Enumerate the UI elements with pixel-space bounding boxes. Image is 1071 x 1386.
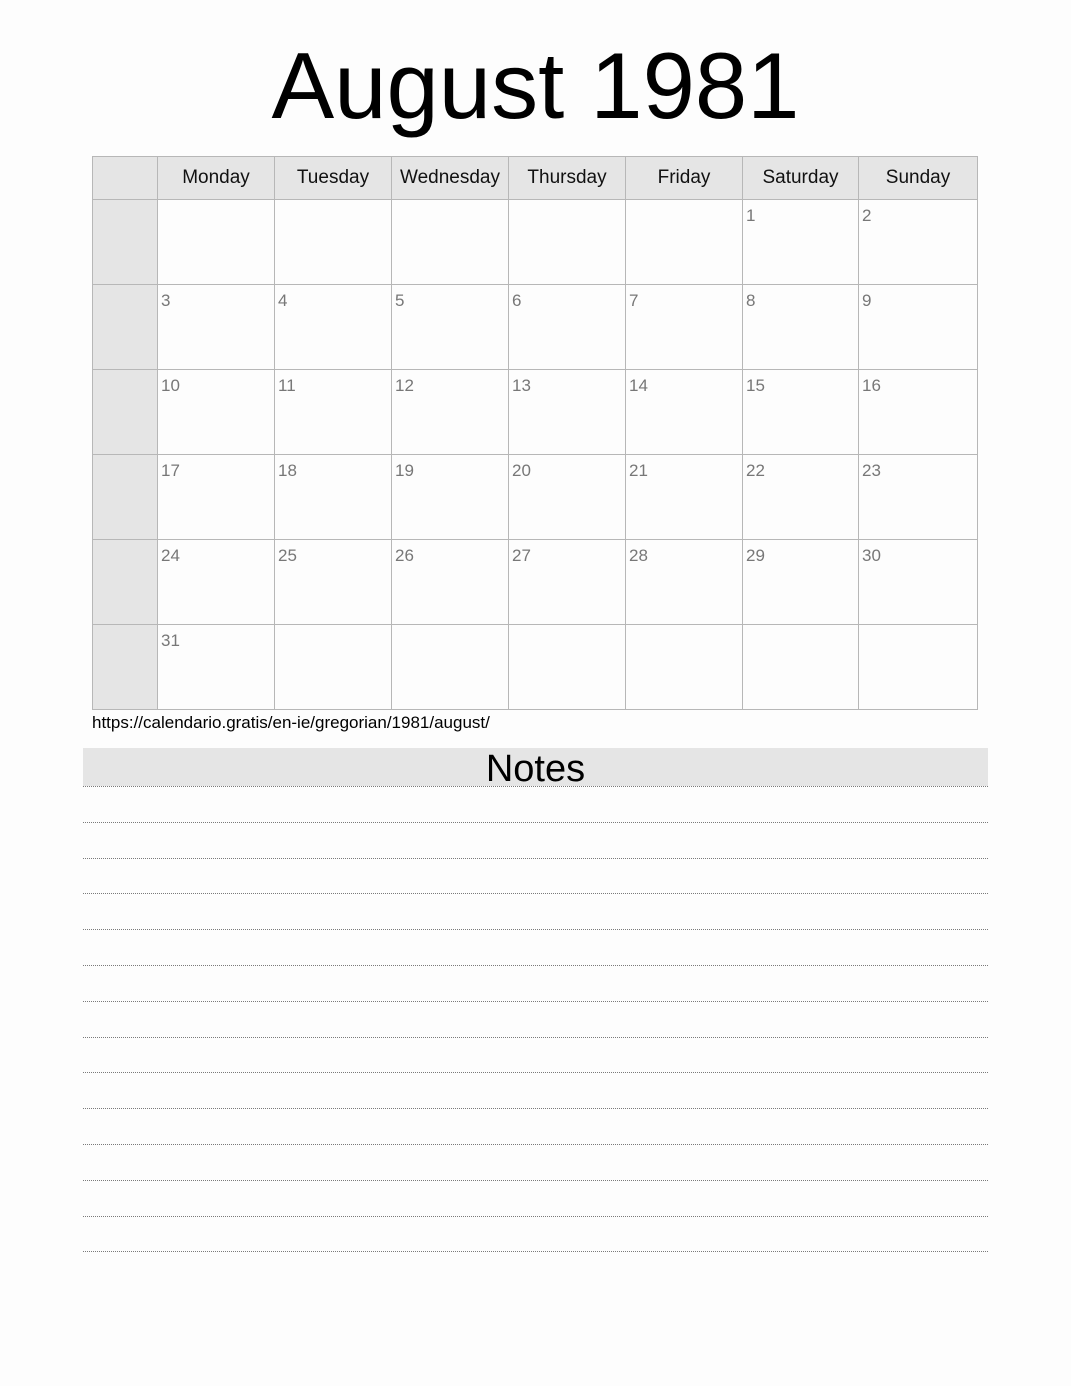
calendar-day-cell — [509, 285, 626, 370]
day-number: 3 — [161, 291, 171, 310]
day-number: 11 — [278, 376, 296, 395]
calendar-day-cell — [275, 285, 392, 370]
calendar-day-cell — [626, 540, 743, 625]
calendar-week-row — [93, 455, 978, 540]
calendar-title: August 1981 — [271, 33, 800, 138]
calendar-day-cell — [859, 200, 978, 285]
day-number — [509, 625, 625, 632]
day-number — [509, 200, 625, 207]
day-number — [275, 625, 391, 632]
calendar-day-cell — [859, 285, 978, 370]
calendar-day-cell — [626, 455, 743, 540]
calendar-day-cell — [743, 540, 859, 625]
day-number: 24 — [161, 546, 180, 565]
day-number: 15 — [746, 376, 765, 395]
calendar-week-row — [93, 540, 978, 625]
week-number-header — [93, 157, 158, 200]
day-number: 23 — [862, 461, 881, 480]
weekday-header-wednesday: Wednesday — [392, 157, 509, 200]
calendar-day-cell — [392, 200, 509, 285]
calendar-day-cell — [275, 540, 392, 625]
week-number-cell — [93, 200, 158, 285]
day-number: 31 — [161, 631, 180, 650]
day-number — [158, 200, 274, 207]
day-number: 9 — [862, 291, 872, 310]
note-line[interactable] — [83, 1216, 988, 1217]
calendar-day-cell — [158, 455, 275, 540]
weekday-header-saturday: Saturday — [743, 157, 859, 200]
calendar-day-cell — [158, 540, 275, 625]
weekday-header-monday: Monday — [158, 157, 275, 200]
calendar-day-cell — [509, 200, 626, 285]
calendar-day-cell — [859, 455, 978, 540]
note-line[interactable] — [83, 786, 988, 787]
note-line[interactable] — [83, 1180, 988, 1181]
calendar-day-cell — [859, 625, 978, 710]
calendar-day-cell — [392, 540, 509, 625]
week-number-cell — [93, 455, 158, 540]
week-number-cell — [93, 625, 158, 710]
day-number: 25 — [278, 546, 297, 565]
note-line[interactable] — [83, 965, 988, 966]
day-number: 26 — [395, 546, 414, 565]
calendar-grid — [92, 156, 978, 710]
note-line[interactable] — [83, 929, 988, 930]
day-number: 18 — [278, 461, 297, 480]
calendar-day-cell — [743, 285, 859, 370]
calendar-day-cell — [509, 455, 626, 540]
note-line[interactable] — [83, 1037, 988, 1038]
calendar-day-cell — [626, 370, 743, 455]
day-number: 8 — [746, 291, 756, 310]
day-number: 17 — [161, 461, 180, 480]
weekday-header-thursday: Thursday — [509, 157, 626, 200]
day-number — [275, 200, 391, 207]
calendar-day-cell — [158, 625, 275, 710]
calendar-day-cell — [626, 285, 743, 370]
source-url: https://calendario.gratis/en-ie/gregorian/1981/august/ — [92, 713, 490, 732]
day-number: 7 — [629, 291, 639, 310]
note-line[interactable] — [83, 1108, 988, 1109]
weekday-header-friday: Friday — [626, 157, 743, 200]
note-line[interactable] — [83, 858, 988, 859]
note-line[interactable] — [83, 1001, 988, 1002]
calendar-day-cell — [626, 200, 743, 285]
week-number-cell — [93, 285, 158, 370]
calendar-day-cell — [275, 200, 392, 285]
day-number: 21 — [629, 461, 648, 480]
calendar-week-row — [93, 370, 978, 455]
day-number: 10 — [161, 376, 180, 395]
day-number: 16 — [862, 376, 881, 395]
calendar-day-cell — [743, 200, 859, 285]
calendar-week-row — [93, 285, 978, 370]
calendar-day-cell — [392, 370, 509, 455]
weekday-header-sunday: Sunday — [859, 157, 978, 200]
day-number: 30 — [862, 546, 881, 565]
weekday-header-row — [93, 157, 978, 200]
calendar-day-cell — [509, 625, 626, 710]
week-number-cell — [93, 540, 158, 625]
calendar-day-cell — [392, 285, 509, 370]
calendar-day-cell — [158, 200, 275, 285]
day-number: 4 — [278, 291, 288, 310]
calendar-week-row — [93, 625, 978, 710]
day-number: 20 — [512, 461, 531, 480]
day-number: 6 — [512, 291, 522, 310]
calendar-week-row — [93, 200, 978, 285]
calendar-day-cell — [275, 625, 392, 710]
note-line[interactable] — [83, 893, 988, 894]
day-number — [392, 200, 508, 207]
day-number — [743, 625, 858, 632]
day-number: 1 — [746, 206, 756, 225]
calendar-day-cell — [158, 285, 275, 370]
weekday-header-tuesday: Tuesday — [275, 157, 392, 200]
calendar-day-cell — [626, 625, 743, 710]
calendar-day-cell — [743, 370, 859, 455]
notes-header: Notes — [83, 748, 988, 786]
note-line[interactable] — [83, 1251, 988, 1252]
calendar-day-cell — [509, 540, 626, 625]
day-number: 13 — [512, 376, 531, 395]
calendar-day-cell — [859, 540, 978, 625]
calendar-day-cell — [509, 370, 626, 455]
calendar-day-cell — [275, 455, 392, 540]
week-number-cell — [93, 370, 158, 455]
calendar-body — [93, 200, 978, 710]
calendar-day-cell — [743, 455, 859, 540]
calendar-day-cell — [859, 370, 978, 455]
day-number: 5 — [395, 291, 405, 310]
calendar-day-cell — [158, 370, 275, 455]
day-number — [859, 625, 977, 632]
day-number: 22 — [746, 461, 765, 480]
calendar-day-cell — [743, 625, 859, 710]
note-line[interactable] — [83, 1144, 988, 1145]
note-line[interactable] — [83, 1072, 988, 1073]
day-number: 28 — [629, 546, 648, 565]
calendar-day-cell — [392, 455, 509, 540]
day-number: 2 — [862, 206, 872, 225]
note-line[interactable] — [83, 822, 988, 823]
day-number — [392, 625, 508, 632]
day-number — [626, 625, 742, 632]
day-number: 27 — [512, 546, 531, 565]
day-number: 12 — [395, 376, 414, 395]
day-number: 29 — [746, 546, 765, 565]
day-number — [626, 200, 742, 207]
day-number: 14 — [629, 376, 648, 395]
calendar-day-cell — [392, 625, 509, 710]
day-number: 19 — [395, 461, 414, 480]
calendar-day-cell — [275, 370, 392, 455]
